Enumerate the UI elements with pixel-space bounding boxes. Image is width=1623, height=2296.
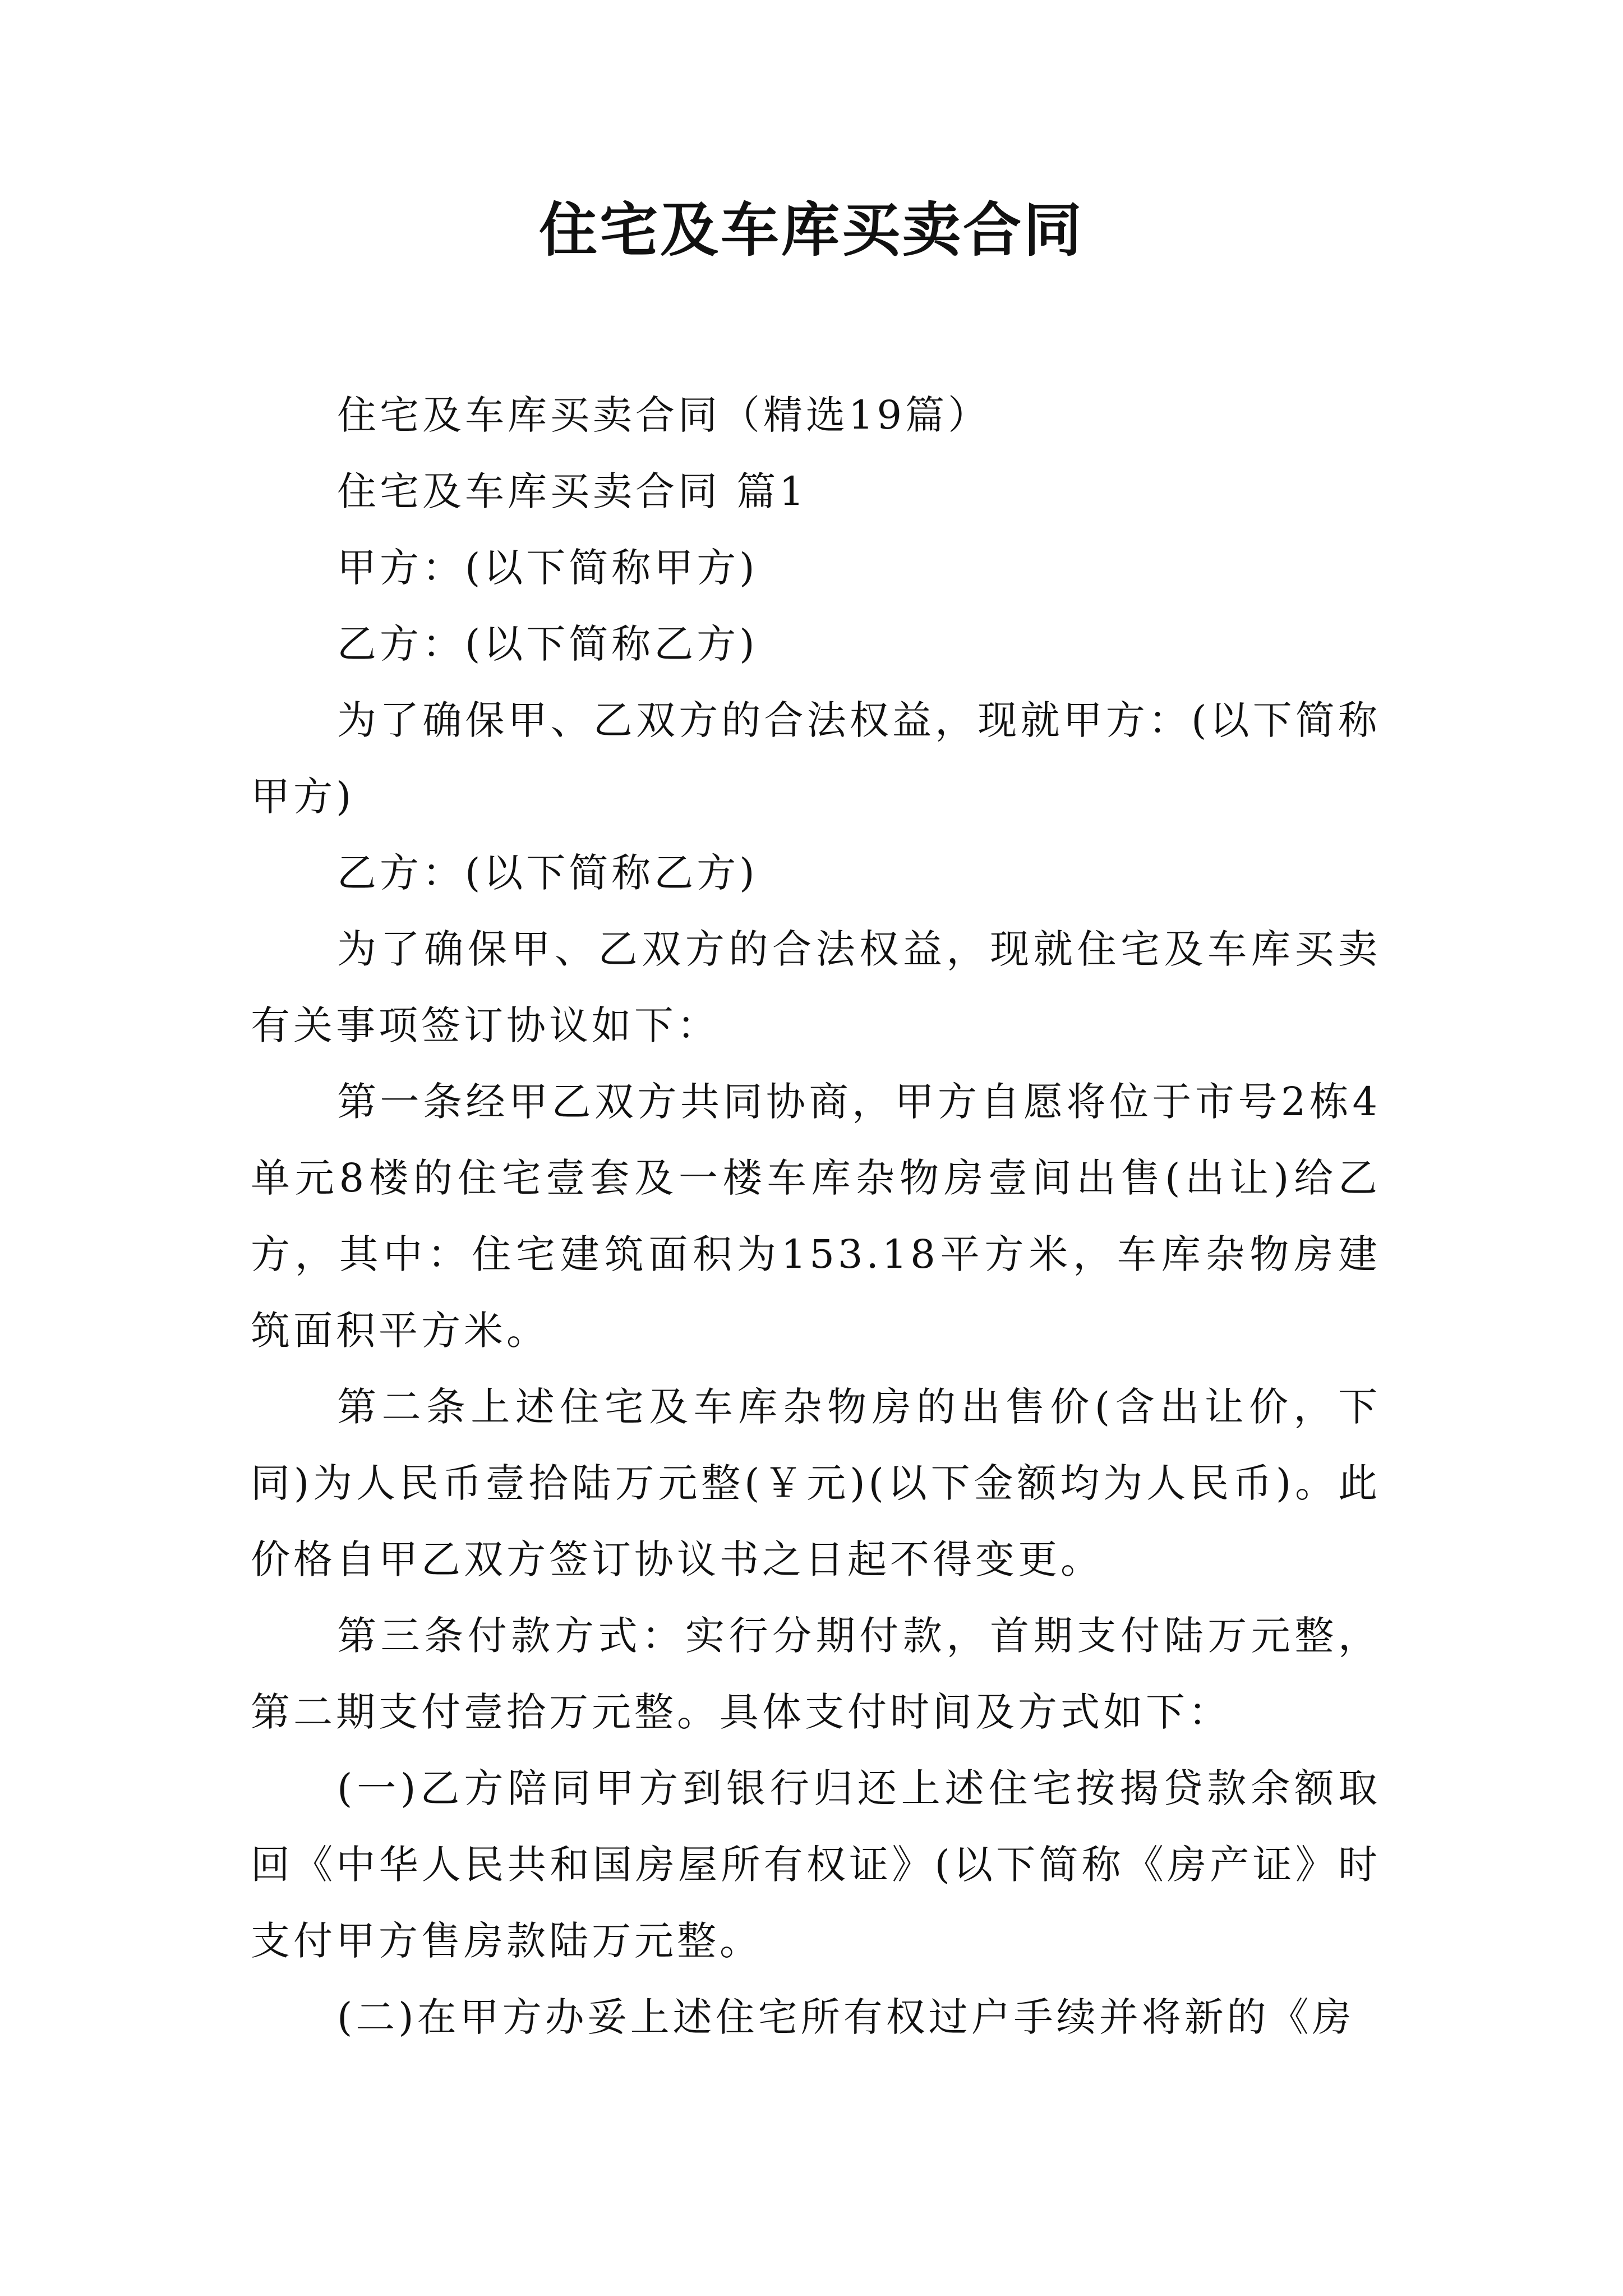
paragraph-preamble-1: 为了确保甲、乙双方的合法权益，现就甲方：(以下简称甲方) <box>251 697 1381 820</box>
paragraph-article-2: 第二条上述住宅及车库杂物房的出售价(含出让价，下同)为人民币壹拾陆万元整(￥元)(以下金额均为人民币)。此价格自甲乙双方签订协议书之日起不得变更。 <box>251 1384 1381 1582</box>
paragraph-article-3-item-1: (一)乙方陪同甲方到银行归还上述住宅按揭贷款余额取回《中华人民共和国房屋所有权证》(以下简称《房产证》时支付甲方售房款陆万元整。 <box>251 1765 1381 1964</box>
paragraph-article-3: 第三条付款方式：实行分期付款，首期支付陆万元整，第二期支付壹拾万元整。具体支付时间及方式如下： <box>251 1613 1381 1735</box>
paragraph-party-b-repeat: 乙方：(以下简称乙方) <box>337 850 758 896</box>
paragraph-party-a: 甲方：(以下简称甲方) <box>337 545 758 591</box>
paragraph-article-3-item-2: (二)在甲方办妥上述住宅所有权过户手续并将新的《房 <box>337 1994 1355 2040</box>
paragraph-article-1: 第一条经甲乙双方共同协商，甲方自愿将位于市号2栋4单元8楼的住宅壹套及一楼车库杂物房壹间出售(出让)给乙方，其中：住宅建筑面积为153.18平方米，车库杂物房建筑面积平方米。 <box>251 1079 1381 1354</box>
document-body <box>251 377 1381 2055</box>
document-title: 住宅及车库买卖合同 <box>538 195 1084 264</box>
paragraph-preamble-2: 为了确保甲、乙双方的合法权益，现就住宅及车库买卖有关事项签订协议如下： <box>251 926 1381 1048</box>
paragraph-subtitle: 住宅及车库买卖合同（精选19篇） <box>337 392 991 438</box>
paragraph-party-b: 乙方：(以下简称乙方) <box>337 621 758 667</box>
paragraph-section-heading: 住宅及车库买卖合同 篇1 <box>337 468 808 514</box>
